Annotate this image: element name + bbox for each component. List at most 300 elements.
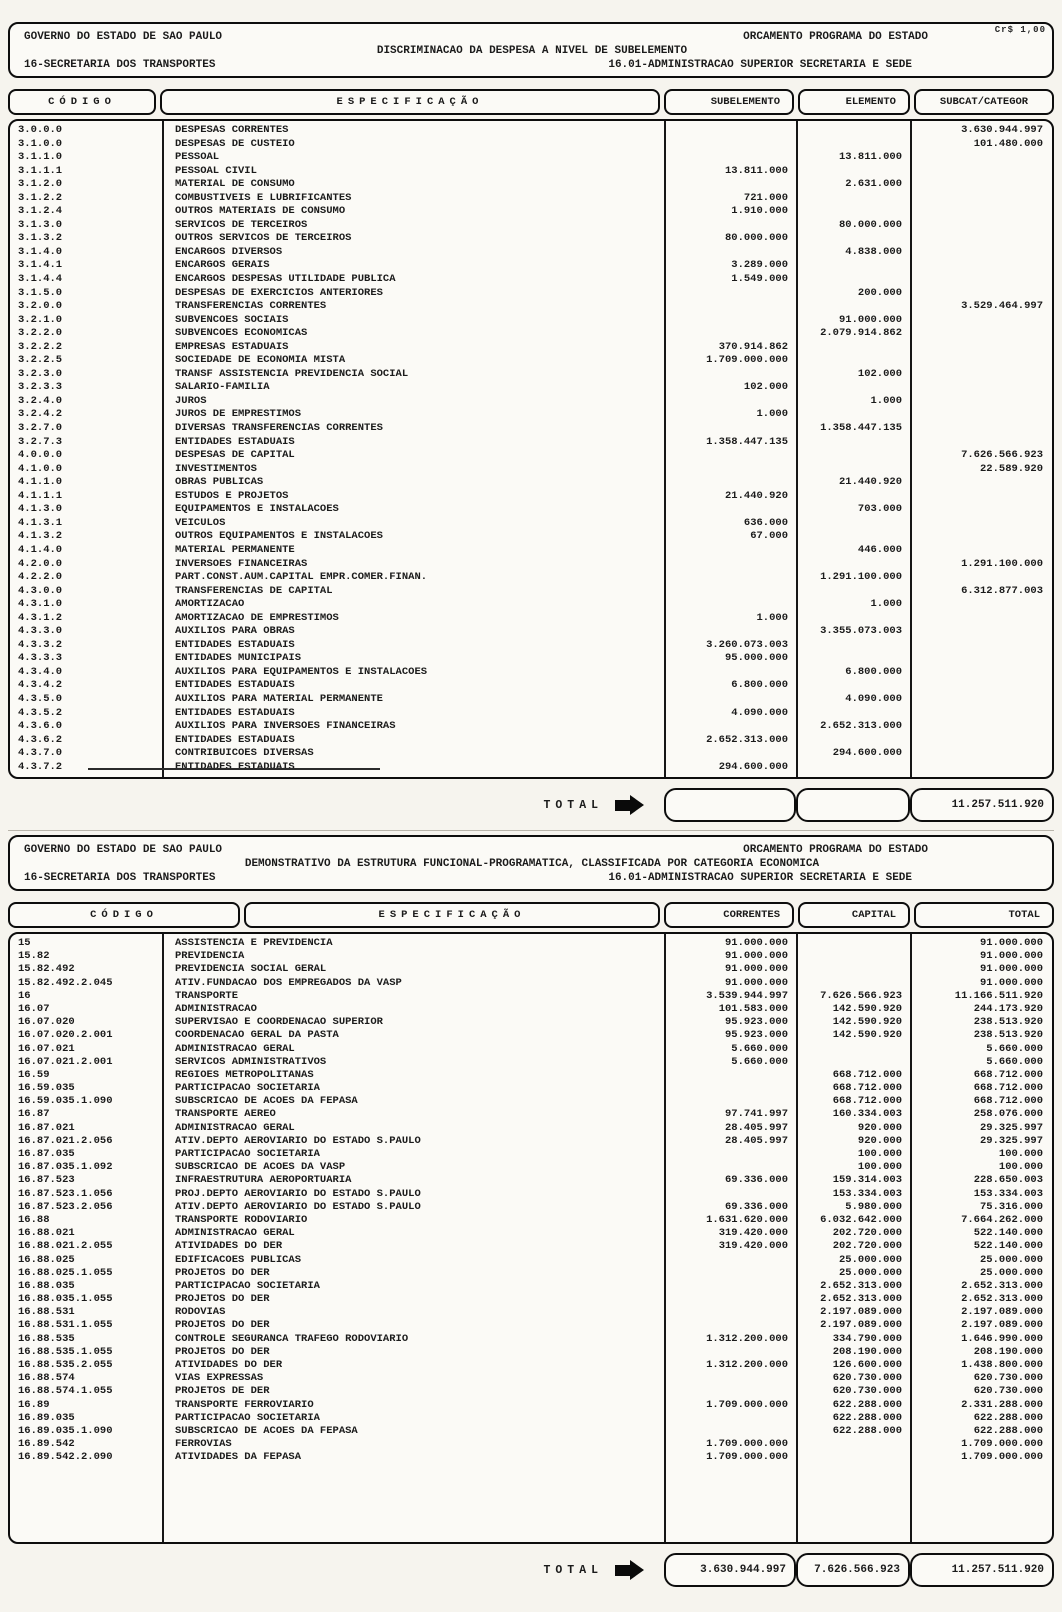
- row-correntes: [664, 1280, 796, 1293]
- row-total: 622.288.000: [973, 1424, 1043, 1437]
- row-elemento: 4.090.000: [845, 692, 902, 705]
- row-capital: 142.590.920: [832, 1002, 902, 1015]
- table-row: [10, 327, 1052, 341]
- row-code: 3.1.5.0: [18, 286, 63, 299]
- currency-note: Cr$ 1,00: [994, 25, 1046, 35]
- row-capital: 5.980.000: [845, 1200, 902, 1213]
- row-code: 16.88: [18, 1213, 50, 1226]
- table-row: [10, 666, 1052, 680]
- row-spec: SUBSCRICAO DE ACOES DA FEPASA: [175, 1095, 358, 1108]
- total-label: TOTAL: [543, 1563, 603, 1577]
- row-code: 3.1.2.0: [18, 178, 63, 191]
- row-spec: EDIFICACOES PUBLICAS: [175, 1253, 302, 1266]
- row-correntes: 91.000.000: [724, 937, 788, 949]
- row-subelemento: 13.811.000: [724, 164, 788, 177]
- row-capital: [796, 1056, 910, 1069]
- row-subelemento: [664, 693, 796, 707]
- column-divider: [162, 121, 164, 777]
- row-code: 3.2.2.5: [18, 354, 63, 367]
- row-correntes: [664, 1095, 796, 1108]
- row-subcat: [910, 436, 1051, 450]
- row-capital: [796, 977, 910, 990]
- column-header-correntes: CORRENTES: [664, 902, 794, 928]
- row-total: 29.325.997: [979, 1134, 1043, 1147]
- row-capital: 920.000: [857, 1134, 902, 1147]
- row-code: 3.2.2.0: [18, 327, 63, 340]
- row-elemento: [796, 530, 910, 544]
- row-subelemento: [664, 558, 796, 572]
- table-row: [10, 287, 1052, 301]
- table-row: [10, 1016, 1052, 1029]
- row-capital: [796, 1438, 910, 1451]
- row-correntes: 5.660.000: [731, 1055, 788, 1068]
- row-spec: TRANSFERENCIAS CORRENTES: [175, 300, 327, 313]
- table-row: [10, 341, 1052, 355]
- row-code: 4.3.3.0: [18, 625, 63, 638]
- functional-program-section: [8, 835, 1054, 1587]
- total-box-correntes: 3.630.944.997: [664, 1553, 796, 1587]
- row-code: 3.2.1.0: [18, 313, 63, 326]
- row-total: 668.712.000: [973, 1082, 1043, 1095]
- row-subelemento: 80.000.000: [724, 232, 788, 245]
- row-subelemento: [664, 747, 796, 761]
- table-row: [10, 950, 1052, 963]
- table-row: [10, 449, 1052, 463]
- row-code: 16.87.523.1.056: [18, 1187, 113, 1200]
- table-row: [10, 1161, 1052, 1174]
- row-code: 4.3.1.0: [18, 598, 63, 611]
- row-code: 16.89.542.2.090: [18, 1451, 113, 1464]
- row-subcat: [910, 368, 1051, 382]
- table-row: [10, 503, 1052, 517]
- table-row: [10, 1201, 1052, 1214]
- row-elemento: 13.811.000: [838, 151, 902, 164]
- row-spec: ATIVIDADES DO DER: [175, 1240, 283, 1253]
- row-subcat: [910, 530, 1051, 544]
- row-code: 3.1.4.0: [18, 245, 63, 258]
- row-total: 29.325.997: [979, 1121, 1043, 1134]
- row-subcat: [910, 679, 1051, 693]
- row-elemento: [796, 259, 910, 273]
- row-spec: JUROS DE EMPRESTIMOS: [175, 408, 302, 421]
- row-subelemento: [664, 544, 796, 558]
- row-elemento: 1.000: [870, 598, 902, 611]
- row-total: 91.000.000: [979, 976, 1043, 989]
- row-spec: JUROS: [175, 394, 207, 407]
- row-correntes: [664, 1069, 796, 1082]
- row-correntes: [664, 1148, 796, 1161]
- admin-unit: 16.01-ADMINISTRACAO SUPERIOR SECRETARIA E SEDE: [608, 872, 912, 884]
- table-row: [10, 368, 1052, 382]
- row-code: 4.3.6.2: [18, 733, 63, 746]
- row-code: 16.87: [18, 1108, 50, 1121]
- row-subelemento: [664, 300, 796, 314]
- row-subelemento: 102.000: [743, 381, 788, 394]
- row-subelemento: [664, 368, 796, 382]
- row-spec: AUXILIOS PARA INVERSOES FINANCEIRAS: [175, 720, 396, 733]
- total-arrow-icon: [615, 795, 644, 815]
- row-subcat: 3.630.944.997: [961, 124, 1043, 136]
- row-code: 16.88.025.1.055: [18, 1266, 113, 1279]
- row-spec: OBRAS PUBLICAS: [175, 476, 264, 489]
- admin-unit: 16.01-ADMINISTRACAO SUPERIOR SECRETARIA E SEDE: [608, 59, 912, 71]
- table-row: [10, 517, 1052, 531]
- row-correntes: 91.000.000: [724, 976, 788, 989]
- row-code: 4.0.0.0: [18, 449, 63, 462]
- row-spec: ATIV.DEPTO AEROVIARIO DO ESTADO S.PAULO: [175, 1134, 421, 1147]
- row-capital: [796, 937, 910, 950]
- row-capital: 668.712.000: [832, 1068, 902, 1081]
- row-spec: ENTIDADES ESTADUAIS: [175, 760, 295, 773]
- table-row: [10, 1108, 1052, 1121]
- row-correntes: 1.631.620.000: [706, 1213, 788, 1226]
- table-row: [10, 124, 1052, 138]
- table-row: [10, 977, 1052, 990]
- row-code: 3.2.3.0: [18, 367, 63, 380]
- table-row: [10, 612, 1052, 626]
- row-subcat: [910, 314, 1051, 328]
- table-row: [10, 1029, 1052, 1042]
- row-spec: TRANSPORTE RODOVIARIO: [175, 1213, 308, 1226]
- table-row: [10, 1188, 1052, 1201]
- row-correntes: 95.923.000: [724, 1029, 788, 1042]
- row-subcat: [910, 490, 1051, 504]
- table-row: [10, 219, 1052, 233]
- total-box-subcat: 11.257.511.920: [910, 788, 1054, 822]
- row-correntes: 1.709.000.000: [706, 1451, 788, 1464]
- row-elemento: [796, 517, 910, 531]
- row-spec: DESPESAS DE EXERCICIOS ANTERIORES: [175, 286, 383, 299]
- table-row: [10, 1425, 1052, 1438]
- table-row: [10, 151, 1052, 165]
- row-capital: 100.000: [857, 1148, 902, 1160]
- row-capital: 668.712.000: [832, 1082, 902, 1095]
- row-code: 16: [18, 989, 31, 1002]
- column-divider: [664, 121, 666, 777]
- row-spec: PARTICIPACAO SOCIETARIA: [175, 1279, 320, 1292]
- row-correntes: [664, 1161, 796, 1174]
- table-row: [10, 1267, 1052, 1280]
- row-code: 16.88.531.1.055: [18, 1319, 113, 1332]
- row-spec: ADMINISTRACAO GERAL: [175, 1042, 295, 1055]
- row-total: 622.288.000: [973, 1411, 1043, 1424]
- row-correntes: 97.741.997: [724, 1108, 788, 1121]
- row-capital: 202.720.000: [832, 1227, 902, 1240]
- row-code: 16.87.035: [18, 1148, 75, 1160]
- table-row: [10, 652, 1052, 666]
- row-spec: AMORTIZACAO: [175, 598, 245, 611]
- row-elemento: 294.600.000: [832, 747, 902, 760]
- row-spec: PROJETOS DO DER: [175, 1293, 270, 1306]
- row-capital: [796, 963, 910, 976]
- column-divider: [796, 121, 798, 777]
- table-row: [10, 1003, 1052, 1016]
- row-capital: [796, 1451, 910, 1464]
- row-spec: ATIVIDADES DA FEPASA: [175, 1451, 302, 1464]
- table-row: [10, 1319, 1052, 1332]
- row-code: 15: [18, 937, 31, 949]
- row-code: 3.2.7.3: [18, 435, 63, 448]
- row-elemento: [796, 490, 910, 504]
- row-spec: PROJETOS DE DER: [175, 1385, 270, 1398]
- total-box-elemento: [796, 788, 910, 822]
- row-spec: INFRAESTRUTURA AEROPORTUARIA: [175, 1174, 352, 1187]
- table-row: [10, 422, 1052, 436]
- total-label: TOTAL: [543, 798, 603, 812]
- row-elemento: [796, 408, 910, 422]
- row-subelemento: [664, 178, 796, 192]
- row-code: 16.07.020.2.001: [18, 1029, 113, 1042]
- row-elemento: [796, 381, 910, 395]
- program-name: ORCAMENTO PROGRAMA DO ESTADO: [743, 844, 928, 856]
- row-elemento: 21.440.920: [838, 476, 902, 489]
- row-spec: DESPESAS CORRENTES: [175, 124, 289, 136]
- row-code: 15.82.492: [18, 963, 75, 976]
- row-correntes: [664, 1319, 796, 1332]
- row-spec: PROJETOS DO DER: [175, 1319, 270, 1332]
- row-code: 16.89.035: [18, 1411, 75, 1424]
- row-code: 16.87.021.2.056: [18, 1134, 113, 1147]
- row-subelemento: 67.000: [750, 530, 788, 543]
- row-subcat: [910, 652, 1051, 666]
- table-row: [10, 963, 1052, 976]
- table-row: [10, 1174, 1052, 1187]
- table-row: [10, 259, 1052, 273]
- row-spec: AMORTIZACAO DE EMPRESTIMOS: [175, 611, 339, 624]
- table-row: [10, 1359, 1052, 1372]
- row-total: 91.000.000: [979, 937, 1043, 949]
- row-capital: [796, 950, 910, 963]
- row-correntes: 95.923.000: [724, 1016, 788, 1029]
- column-header-capital: CAPITAL: [798, 902, 910, 928]
- table-row: [10, 747, 1052, 761]
- table2-body: [8, 932, 1054, 1544]
- row-total: 2.652.313.000: [961, 1279, 1043, 1292]
- row-capital: 159.314.003: [832, 1174, 902, 1187]
- row-code: 16.89.542: [18, 1438, 75, 1451]
- row-subelemento: [664, 720, 796, 734]
- row-capital: 2.652.313.000: [820, 1279, 902, 1292]
- row-subelemento: [664, 151, 796, 165]
- row-total: 2.197.089.000: [961, 1306, 1043, 1319]
- table-row: [10, 138, 1052, 152]
- row-subelemento: [664, 287, 796, 301]
- row-spec: DIVERSAS TRANSFERENCIAS CORRENTES: [175, 422, 383, 435]
- row-spec: ATIV.DEPTO AEROVIARIO DO ESTADO S.PAULO: [175, 1200, 421, 1213]
- row-subelemento: 6.800.000: [731, 679, 788, 692]
- row-spec: ENTIDADES ESTADUAIS: [175, 638, 295, 651]
- row-spec: MATERIAL DE CONSUMO: [175, 178, 295, 191]
- row-elemento: [796, 652, 910, 666]
- table-row: [10, 1135, 1052, 1148]
- row-correntes: [664, 1385, 796, 1398]
- row-correntes: 91.000.000: [724, 963, 788, 976]
- row-code: 4.3.3.3: [18, 652, 63, 665]
- row-spec: SUBVENCOES SOCIAIS: [175, 313, 289, 326]
- row-spec: OUTROS EQUIPAMENTOS E INSTALACOES: [175, 530, 383, 543]
- table-row: [10, 1280, 1052, 1293]
- row-spec: SERVICOS ADMINISTRATIVOS: [175, 1055, 327, 1068]
- row-spec: ENTIDADES ESTADUAIS: [175, 435, 295, 448]
- row-elemento: [796, 341, 910, 355]
- row-spec: TRANSPORTE FERROVIARIO: [175, 1398, 314, 1411]
- row-spec: OUTROS MATERIAIS DE CONSUMO: [175, 205, 346, 218]
- table-row: [10, 1227, 1052, 1240]
- row-subelemento: [664, 585, 796, 599]
- row-subcat: 3.529.464.997: [961, 300, 1043, 313]
- column-divider: [910, 121, 912, 777]
- row-total: 1.709.000.000: [961, 1451, 1043, 1464]
- row-spec: SOCIEDADE DE ECONOMIA MISTA: [175, 354, 346, 367]
- column-header-elemento: ELEMENTO: [798, 89, 910, 115]
- row-capital: 208.190.000: [832, 1345, 902, 1358]
- row-spec: CONTROLE SEGURANCA TRAFEGO RODOVIARIO: [175, 1332, 409, 1345]
- row-code: 4.3.1.2: [18, 611, 63, 624]
- column-header-codigo: CÓDIGO: [8, 89, 156, 115]
- table1-header-box: [8, 22, 1054, 78]
- row-subcat: [910, 151, 1051, 165]
- row-spec: PREVIDENCIA SOCIAL GERAL: [175, 963, 327, 976]
- row-capital: 2.197.089.000: [820, 1319, 902, 1332]
- table-row: [10, 720, 1052, 734]
- row-spec: TRANSF ASSISTENCIA PREVIDENCIA SOCIAL: [175, 367, 409, 380]
- row-subcat: [910, 408, 1051, 422]
- row-code: 16.88.531: [18, 1306, 75, 1319]
- row-correntes: [664, 1267, 796, 1280]
- subelement-detail-section: [8, 22, 1054, 822]
- row-elemento: [796, 273, 910, 287]
- row-elemento: [796, 585, 910, 599]
- row-subelemento: 370.914.862: [718, 340, 788, 353]
- row-elemento: 91.000.000: [838, 313, 902, 326]
- table-row: [10, 1372, 1052, 1385]
- row-spec: SUBSCRICAO DE ACOES DA FEPASA: [175, 1424, 358, 1437]
- row-code: 16.87.021: [18, 1121, 75, 1134]
- row-code: 16.87.035.1.092: [18, 1161, 113, 1174]
- row-elemento: [796, 165, 910, 179]
- table-row: [10, 232, 1052, 246]
- table-row: [10, 734, 1052, 748]
- row-capital: 25.000.000: [838, 1253, 902, 1266]
- row-subelemento: [664, 625, 796, 639]
- row-subelemento: [664, 598, 796, 612]
- row-subelemento: [664, 246, 796, 260]
- row-subcat: [910, 205, 1051, 219]
- row-code: 4.1.3.2: [18, 530, 63, 543]
- row-code: 16.88.574.1.055: [18, 1385, 113, 1398]
- row-code: 16.07.021: [18, 1042, 75, 1055]
- row-elemento: 102.000: [857, 367, 902, 380]
- row-subcat: [910, 517, 1051, 531]
- row-elemento: [796, 639, 910, 653]
- row-spec: SERVICOS DE TERCEIROS: [175, 218, 308, 231]
- table-row: [10, 490, 1052, 504]
- row-code: 16.88.574: [18, 1372, 75, 1385]
- row-elemento: [796, 232, 910, 246]
- row-subcat: [910, 422, 1051, 436]
- program-name: ORCAMENTO PROGRAMA DO ESTADO: [743, 31, 928, 43]
- total-label-area: [8, 788, 664, 822]
- row-subcat: [910, 327, 1051, 341]
- row-spec: ENTIDADES ESTADUAIS: [175, 706, 295, 719]
- row-correntes: 319.420.000: [718, 1240, 788, 1253]
- row-total: 620.730.000: [973, 1385, 1043, 1398]
- table-row: [10, 625, 1052, 639]
- row-code: 16.07: [18, 1002, 50, 1015]
- row-code: 16.59.035.1.090: [18, 1095, 113, 1108]
- table-row: [10, 1214, 1052, 1227]
- total-label-area: [8, 1553, 664, 1587]
- row-spec: PROJETOS DO DER: [175, 1266, 270, 1279]
- table-row: [10, 192, 1052, 206]
- row-correntes: 3.539.944.997: [706, 989, 788, 1002]
- row-subcat: 7.626.566.923: [961, 449, 1043, 462]
- row-elemento: 200.000: [857, 286, 902, 299]
- row-capital: 153.334.003: [832, 1187, 902, 1200]
- row-code: 3.1.4.4: [18, 273, 63, 286]
- row-code: 3.2.4.2: [18, 408, 63, 421]
- row-elemento: 6.800.000: [845, 665, 902, 678]
- row-spec: DESPESAS DE CUSTEIO: [175, 137, 295, 150]
- row-subelemento: [664, 571, 796, 585]
- row-spec: ADMINISTRACAO GERAL: [175, 1121, 295, 1134]
- row-code: 15.82.492.2.045: [18, 976, 113, 989]
- row-capital: 2.652.313.000: [820, 1293, 902, 1306]
- table-row: [10, 178, 1052, 192]
- row-correntes: [664, 1425, 796, 1438]
- row-capital: 126.600.000: [832, 1359, 902, 1371]
- row-subcat: [910, 259, 1051, 273]
- row-code: 16.88.025: [18, 1253, 75, 1266]
- row-code: 4.3.3.2: [18, 638, 63, 651]
- column-divider: [910, 934, 912, 1542]
- row-subcat: [910, 273, 1051, 287]
- row-code: 4.2.0.0: [18, 557, 63, 570]
- table-row: [10, 273, 1052, 287]
- table-row: [10, 436, 1052, 450]
- row-elemento: [796, 124, 910, 138]
- row-spec: ADMINISTRACAO GERAL: [175, 1227, 295, 1240]
- row-spec: AUXILIOS PARA OBRAS: [175, 625, 295, 638]
- table-row: [10, 639, 1052, 653]
- table-row: [10, 1385, 1052, 1398]
- row-subelemento: [664, 327, 796, 341]
- row-subcat: [910, 612, 1051, 626]
- row-subcat: [910, 381, 1051, 395]
- row-total: 7.664.262.000: [961, 1213, 1043, 1226]
- row-elemento: [796, 354, 910, 368]
- row-elemento: 2.652.313.000: [820, 720, 902, 733]
- row-spec: PROJETOS DO DER: [175, 1345, 270, 1358]
- report-title: DEMONSTRATIVO DA ESTRUTURA FUNCIONAL-PROGRAMATICA, CLASSIFICADA POR CATEGORIA ECONOMICA: [244, 858, 820, 870]
- row-subelemento: [664, 422, 796, 436]
- row-spec: PESSOAL: [175, 151, 220, 164]
- row-capital: 100.000: [857, 1161, 902, 1174]
- row-subcat: [910, 395, 1051, 409]
- row-subcat: [910, 287, 1051, 301]
- row-subelemento: 1.000: [756, 408, 788, 421]
- secretariat: 16-SECRETARIA DOS TRANSPORTES: [24, 872, 216, 884]
- row-code: 3.2.4.0: [18, 394, 63, 407]
- row-capital: 202.720.000: [832, 1240, 902, 1253]
- row-spec: ENCARGOS DESPESAS UTILIDADE PUBLICA: [175, 273, 396, 286]
- row-subcat: [910, 666, 1051, 680]
- table-row: [10, 1451, 1052, 1464]
- row-code: 4.3.7.2: [18, 760, 63, 773]
- row-code: 3.1.4.1: [18, 259, 63, 272]
- table-row: [10, 544, 1052, 558]
- row-capital: 7.626.566.923: [820, 989, 902, 1002]
